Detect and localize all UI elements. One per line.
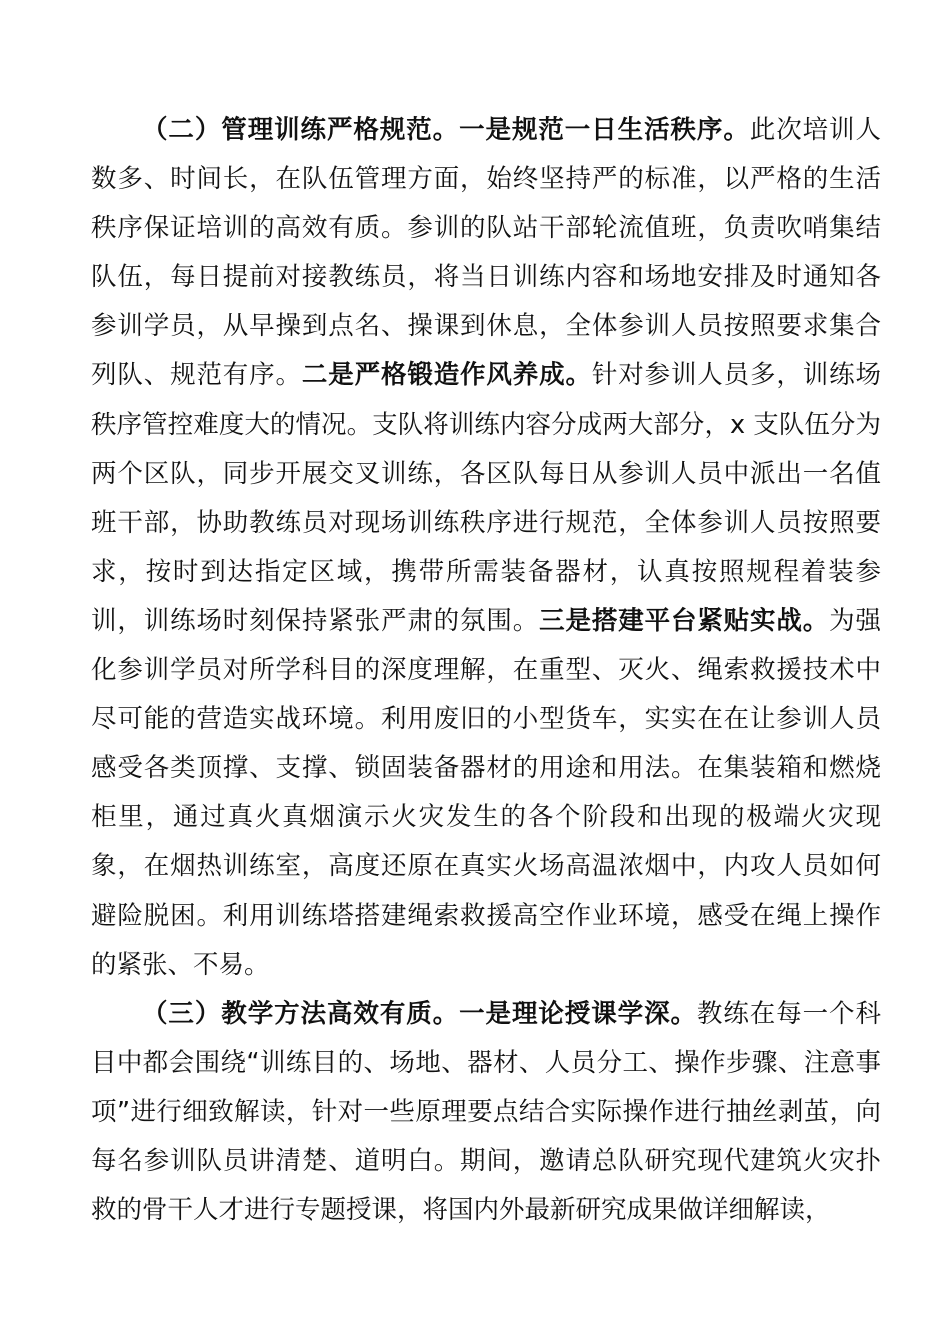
paragraph-text: 针对参训人员多，训练场秩序管控难度大的情况。支队将训练内容分成两大部分，x 支队伍分为两个区队，同步开展交叉训练，各区队每日从参训人员中派出一名值班干部，协助教练员对现场训练秩序进行规范，全体参训人员按照要求，按时到达指定区域，携带所需装备器材，认真按照规程着装参训，训练场时刻保持紧张严肃的氛围。 bbox=[91, 360, 881, 636]
document-body bbox=[91, 106, 881, 1235]
section-heading-two: （二）管理训练严格规范。 bbox=[142, 115, 460, 145]
paragraph-management-training bbox=[91, 106, 881, 990]
paragraph-text: 此次培训人数多、时间长，在队伍管理方面，始终坚持严的标准，以严格的生活秩序保证培训的高效有质。参训的队站干部轮流值班，负责吹哨集结队伍，每日提前对接教练员，将当日训练内容和场地安排及时通知各参训学员，从早操到点名、操课到休息，全体参训人员按照要求集合列队、规范有序。 bbox=[91, 115, 881, 391]
paragraph-text: 教练在每一个科目中都会围绕“训练目的、场地、器材、人员分工、操作步骤、注意事项”进行细致解读，针对一些原理要点结合实际操作进行抽丝剥茧，向每名参训队员讲清楚、道明白。期间，邀请总队研究现代建筑火灾扑救的骨干人才进行专题授课，将国内外最新研究成果做详细解读， bbox=[91, 998, 881, 1226]
point-heading-practical-platform: 三是搭建平台紧贴实战。 bbox=[539, 605, 830, 636]
point-heading-daily-order: 一是规范一日生活秩序。 bbox=[459, 115, 750, 145]
paragraph-teaching-methods bbox=[91, 990, 881, 1235]
point-heading-work-style: 二是严格锻造作风养成。 bbox=[301, 360, 592, 391]
point-heading-theory-lectures: 一是理论授课学深。 bbox=[459, 998, 697, 1029]
section-heading-three: （三）教学方法高效有质。 bbox=[142, 998, 460, 1029]
paragraph-text: 为强化参训学员对所学科目的深度理解，在重型、灭火、绳索救援技术中尽可能的营造实战环境。利用废旧的小型货车，实实在在让参训人员感受各类顶撑、支撑、锁固装备器材的用途和用法。在集装箱和燃烧柜里，通过真火真烟演示火灾发生的各个阶段和出现的极端火灾现象，在烟热训练室，高度还原在真实火场高温浓烟中，内攻人员如何避险脱困。利用训练塔搭建绳索救援高空作业环境，感受在绳上操作的紧张、不易。 bbox=[91, 605, 881, 980]
